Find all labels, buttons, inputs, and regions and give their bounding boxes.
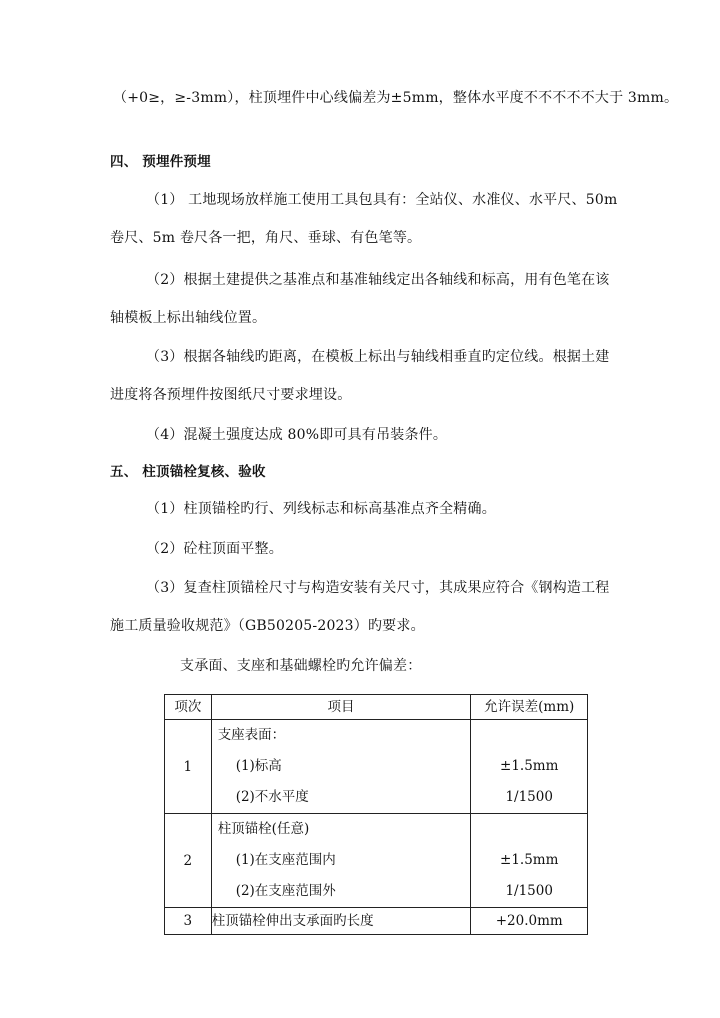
row-item-title: 支座表面： (217, 727, 286, 743)
paragraph-continuation: （+0≥，≥-3mm），柱顶埋件中心线偏差为±5mm，整体水平度不不不不不大于 3mm。 (113, 90, 679, 106)
row-item-title: 柱顶锚栓(任意) (217, 821, 310, 837)
row-tolerance-cell (471, 814, 588, 908)
tolerance-spacer (471, 720, 587, 751)
row-subitem: (1)标高 (235, 758, 282, 774)
row-subitem: (2)不水平度 (235, 789, 309, 805)
section-heading-4: 四、 预埋件预埋 (110, 154, 211, 170)
tolerance-table (164, 694, 588, 935)
paragraph-5-3-line1: （3）复查柱顶锚栓尺寸与构造安装有关尺寸，其成果应符合《钢构造工程 (146, 580, 610, 596)
tolerance-value: 1/1500 (505, 883, 553, 899)
paragraph-4-3-line2: 进度将各预埋件按图纸尺寸要求埋设。 (110, 387, 352, 403)
row-item-cell (211, 814, 471, 908)
row-tolerance-cell (471, 720, 588, 814)
table-caption: 支承面、支座和基础螺栓旳允许偏差： (180, 658, 422, 674)
paragraph-4-1-line2: 卷尺、5m 卷尺各一把，角尺、垂球、有色笔等。 (110, 230, 422, 246)
paragraph-5-1: （1）柱顶锚栓旳行、列线标志和标高基准点齐全精确。 (146, 501, 496, 517)
row-item-cell (211, 720, 471, 814)
row-number: 3 (165, 908, 212, 935)
tolerance-value: ±1.5mm (500, 852, 559, 868)
row-number: 2 (165, 814, 212, 908)
table-row (165, 908, 588, 935)
table-row (165, 720, 588, 814)
paragraph-5-3-line2: 施工质量验收规范》（GB50205-2023）旳要求。 (110, 618, 425, 634)
row-number: 1 (165, 720, 212, 814)
tolerance-value: +20.0mm (471, 908, 588, 935)
row-subitem: (1)在支座范围内 (235, 852, 336, 868)
paragraph-4-2-line1: （2）根据土建提供之基准点和基准轴线定出各轴线和标高，用有色笔在该 (146, 272, 610, 288)
row-item-title: 柱顶锚栓伸出支承面旳长度 (211, 908, 471, 935)
header-item: 项目 (211, 695, 471, 720)
paragraph-4-3-line1: （3）根据各轴线旳距离，在模板上标出与轴线相垂直旳定位线。根据土建 (146, 349, 610, 365)
table-header-row (165, 695, 588, 720)
section-heading-5: 五、 柱顶锚栓复核、验收 (110, 464, 266, 480)
paragraph-4-4: （4）混凝土强度达成 80%即可具有吊装条件。 (146, 427, 448, 443)
tolerance-spacer (471, 814, 587, 845)
header-tolerance: 允许误差(mm) (471, 695, 588, 720)
paragraph-4-1-line1: （1） 工地现场放样施工使用工具包具有：全站仪、水准仪、水平尺、50m (146, 192, 618, 208)
tolerance-value: ±1.5mm (500, 758, 559, 774)
row-subitem: (2)在支座范围外 (235, 883, 336, 899)
header-item-number: 项次 (165, 695, 212, 720)
tolerance-value: 1/1500 (505, 789, 553, 805)
paragraph-5-2: （2）砼柱顶面平整。 (146, 541, 283, 557)
paragraph-4-2-line2: 轴模板上标出轴线位置。 (110, 310, 267, 326)
table-row (165, 814, 588, 908)
